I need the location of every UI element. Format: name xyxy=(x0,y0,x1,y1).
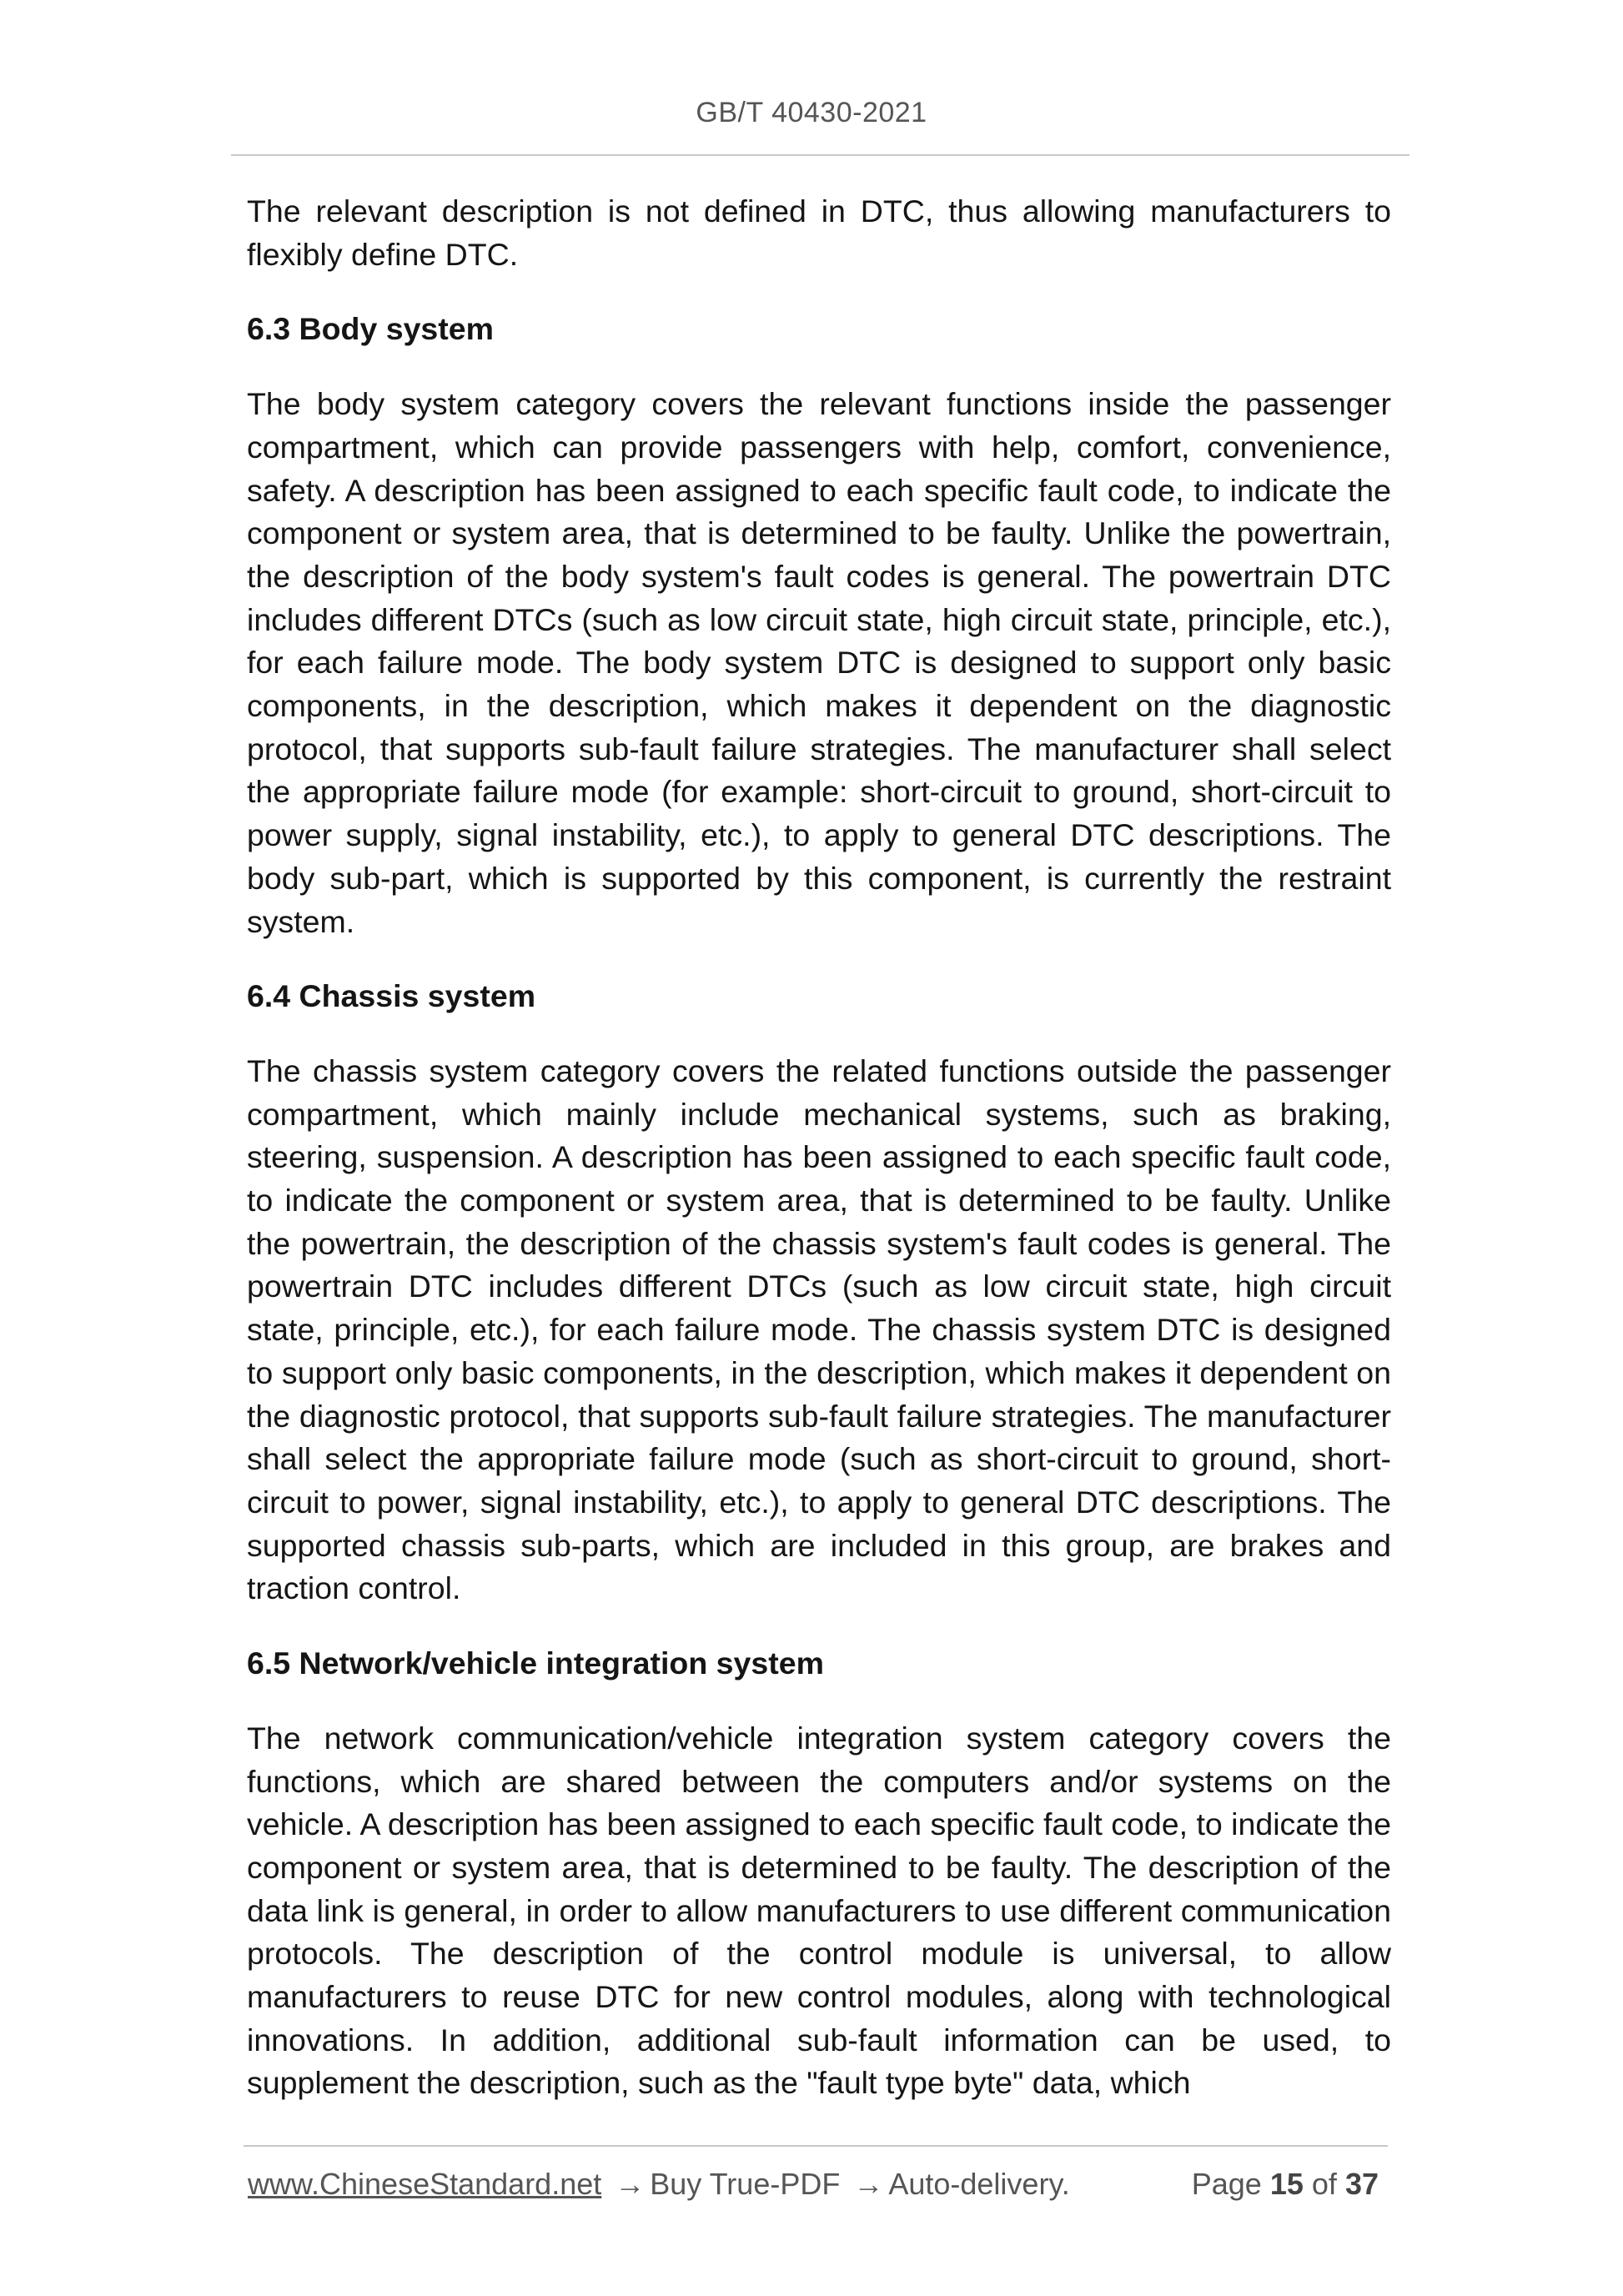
section-paragraph-body-system: The body system category covers the relevant functions inside the passenger compartment, which can provide passengers with help, comfort, convenience, safety. A description has been assigned to each specific fault code, to indicate the component or system area, that is determined to be faulty. Unlike the powertrain, the description of the body system's fault codes is general. The powertrain DTC includes different DTCs (such as low circuit state, high circuit state, principle, etc.), for each failure mode. The body system DTC is designed to support only basic components, in the description, which makes it dependent on the diagnostic protocol, that supports sub-fault failure strategies. The manufacturer shall select the appropriate failure mode (for example: short-circuit to ground, short-circuit to power supply, signal instability, etc.), to apply to general DTC descriptions. The body sub-part, which is supported by this component, is currently the restraint system. xyxy=(247,386,1391,939)
page-current: 15 xyxy=(1269,2167,1304,2201)
section-paragraph-chassis-system: The chassis system category covers the related functions outside the passenger compartment, which mainly include mechanical systems, such as braking, steering, suspension. A description has been assigned to each specific fault code, to indicate the component or system area, that is determined to be faulty. Unlike the powertrain, the description of the chassis system's fault codes is general. The powertrain DTC includes different DTCs (such as low circuit state, high circuit state, principle, etc.), for each failure mode. The chassis system DTC is designed to support only basic components, in the description, which makes it dependent on the diagnostic protocol, that supports sub-fault failure strategies. The manufacturer shall select the appropriate failure mode (such as short-circuit to ground, short-circuit to power, signal instability, etc.), to apply to general DTC descriptions. The supported chassis sub-parts, which are included in this group, are brakes and traction control. xyxy=(247,1053,1391,1606)
of-word: of xyxy=(1311,2167,1337,2201)
arrow-right-icon: → xyxy=(853,2167,884,2201)
header-divider xyxy=(231,154,1409,156)
buy-text: Buy True-PDF xyxy=(650,2167,841,2201)
delivery-text: Auto-delivery. xyxy=(888,2167,1070,2201)
page-word: Page xyxy=(1191,2167,1262,2201)
section-paragraph-network-integration: The network communication/vehicle integration system category covers the functions, which are shared between the computers and/or systems on the vehicle. A description has been assigned to each specific fault code, to indicate the component or system area, that is determined to be faulty. The description of the data link is general, in order to allow manufacturers to use different communication protocols. The description of the control module is universal, to allow manufacturers to reuse DTC for new control modules, along with technological innovations. In addition, additional sub-fault information can be used, to supplement the description, such as the "fault type byte" data, which xyxy=(247,1720,1391,2101)
section-heading-chassis-system: 6.4 Chassis system xyxy=(247,978,536,1014)
section-heading-body-system: 6.3 Body system xyxy=(247,311,494,347)
section-heading-network-integration: 6.5 Network/vehicle integration system xyxy=(247,1645,824,1681)
footer-divider xyxy=(244,2145,1388,2147)
site-link[interactable]: www.ChineseStandard.net xyxy=(248,2167,602,2201)
arrow-right-icon: → xyxy=(615,2167,646,2201)
document-header: GB/T 40430-2021 xyxy=(696,97,927,128)
footer-promo xyxy=(248,2167,1070,2202)
page-content xyxy=(247,190,1391,2105)
page-footer xyxy=(248,2167,1390,2207)
page-number xyxy=(1192,2167,1379,2202)
page-total: 37 xyxy=(1344,2167,1379,2201)
intro-paragraph: The relevant description is not defined in DTC, thus allowing manufacturers to flexibly define DTC. xyxy=(247,193,1391,272)
